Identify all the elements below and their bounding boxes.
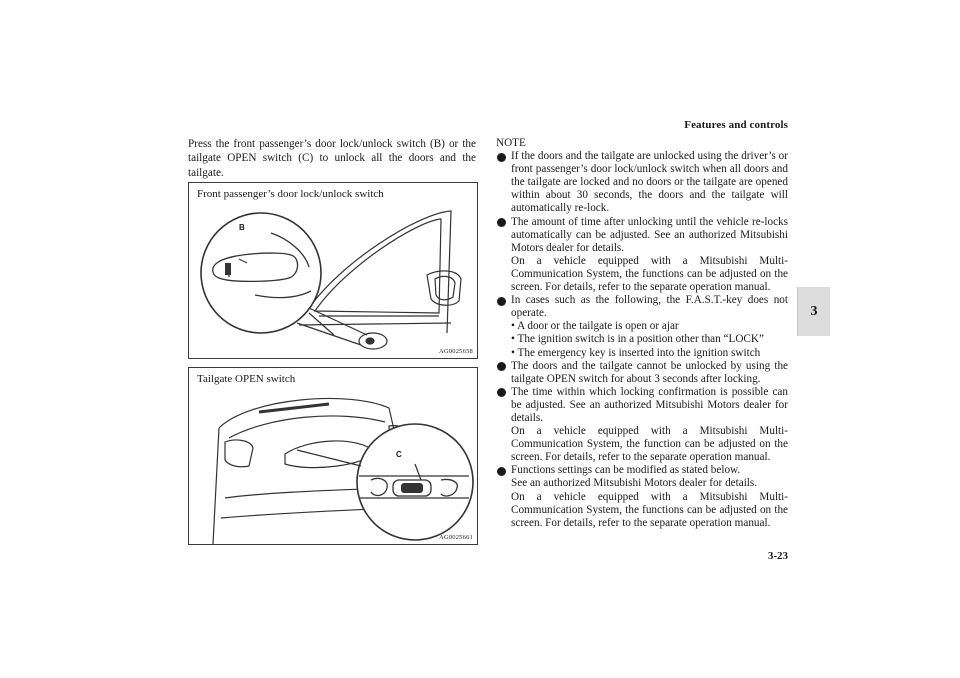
note-line: • A door or the tailgate is open or ajar xyxy=(511,320,679,333)
page-number: 3-23 xyxy=(767,550,788,562)
figure-code: AG0025661 xyxy=(439,534,473,541)
note-item xyxy=(496,386,788,465)
figure-code: AG0025658 xyxy=(439,348,473,355)
intro-paragraph: Press the front passenger’s door lock/unlock switch (B) or the tailgate OPEN switch (C) to unlock all the doors and the tailgate. xyxy=(188,138,476,179)
note-line: See an authorized Mitsubishi Motors dealer for details. xyxy=(511,477,758,490)
note-line: If the doors and the tailgate are unlocked using the driver’s or front passenger’s door lock/unlock switch when all doors and the tailgate are locked and no doors or the tailgate are opened within about 30 seconds, the doors and the tailgate will automatically re-lock. xyxy=(511,150,788,215)
note-item xyxy=(496,216,788,295)
note-line: The time within which locking confirmation is possible can be adjusted. See an authorized Mitsubishi Motors dealer for details. xyxy=(511,385,788,424)
note-line: On a vehicle equipped with a Mitsubishi Multi-Communication System, the functions can be adjusted on the screen. For details, refer to the separate operation manual. xyxy=(511,490,788,529)
note-line: • The emergency key is inserted into the ignition switch xyxy=(511,346,761,359)
note-line: On a vehicle equipped with a Mitsubishi Multi-Communication System, the function can be adjusted on the screen. For details, refer to the separate operation manual. xyxy=(511,425,788,464)
header-title: Features and controls xyxy=(684,119,788,131)
figure-caption: Tailgate OPEN switch xyxy=(197,373,296,385)
note-item xyxy=(496,360,788,386)
note-line: The doors and the tailgate cannot be unlocked by using the tailgate OPEN switch for about 3 seconds after locking. xyxy=(511,359,788,385)
note-item xyxy=(496,464,788,529)
note-title: NOTE xyxy=(496,137,526,149)
note-item xyxy=(496,150,788,215)
note-section xyxy=(496,137,788,530)
note-line: Functions settings can be modified as stated below. xyxy=(511,464,741,477)
note-line: On a vehicle equipped with a Mitsubishi Multi-Communication System, the functions can be adjusted on the screen. For details, refer to the separate operation manual. xyxy=(511,254,788,294)
figure-door-switch xyxy=(188,182,478,359)
figure-tailgate-switch xyxy=(188,367,478,545)
callout-label: C xyxy=(396,450,402,459)
note-list xyxy=(496,150,788,530)
note-line: • The ignition switch is in a position other than “LOCK” xyxy=(511,333,764,346)
note-item xyxy=(496,294,788,359)
note-line: In cases such as the following, the F.A.S.T.-key does not operate. xyxy=(511,294,788,320)
door-switch-illustration xyxy=(189,183,477,358)
note-line: The amount of time after unlocking until the vehicle re-locks automatically can be adjusted. See an authorized Mitsubishi Motors dealer for details. xyxy=(511,215,788,254)
chapter-tab: 3 xyxy=(797,287,830,336)
callout-label: B xyxy=(239,223,245,232)
figure-caption: Front passenger’s door lock/unlock switch xyxy=(197,188,384,200)
tailgate-switch-illustration xyxy=(189,368,477,544)
